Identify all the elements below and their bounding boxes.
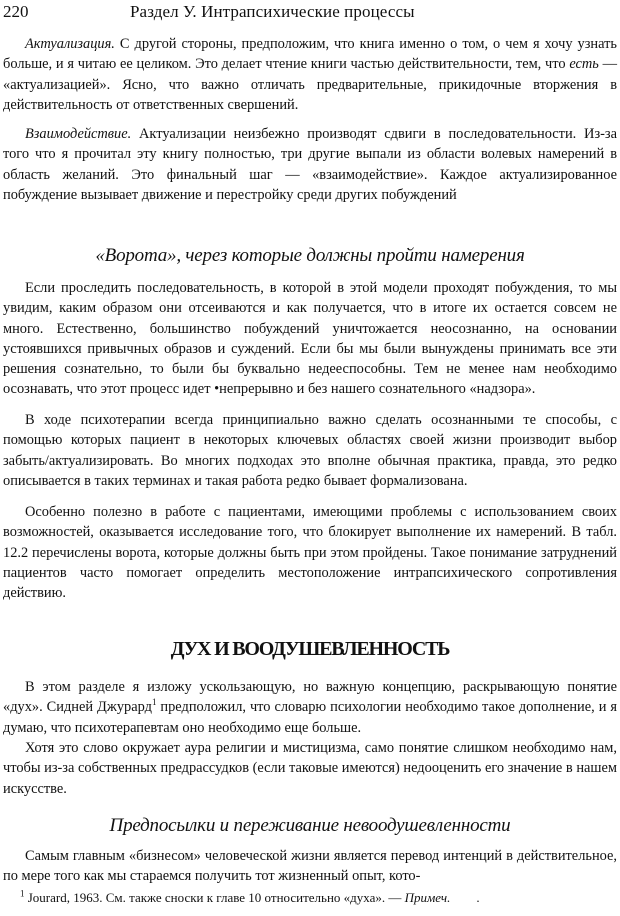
footnote-tail: .	[450, 890, 480, 905]
paragraph-patients: Особенно полезно в работе с пациентами, имеющими проблемы с использованием своих возможностей, оказывается исследование того, что блокирует выполнение их намерений. В табл. 12.2 перечислены ворота, которые должны быть при этом пройдены. Такое понимание затруднений пациентов часто помогает определить местоположение интрапсихического сопротивления действию.	[3, 504, 617, 602]
paragraph-text: предположил, что словарю психологии необходимо такое дополнение, и я думаю, что психотерапевтам оно необходимо еще больше.	[3, 699, 618, 736]
paragraph-business: Самым главным «бизнесом» человеческой жизни является перевод интенций в действительное, по мере того как мы стараемся получить тот жизненный опыт, кото-	[3, 848, 617, 885]
running-header	[3, 2, 612, 26]
subheading-preconditions: Предпосылки и переживание невоодушевленности	[109, 815, 511, 836]
paragraph-text: В этом разделе я изложу ускользающую, но важную концепцию, раскрывающую понятие «дух». Сидней Джурард	[3, 679, 617, 716]
footnote	[20, 890, 480, 906]
paragraph-spirit-concept	[3, 677, 617, 738]
footnote-mark: 1	[20, 888, 25, 899]
emphasis-is: есть	[569, 56, 599, 73]
subheading-gates: «Ворота», через которые должны пройти намерения	[95, 245, 525, 266]
paragraph-sequence: Если проследить последовательность, в которой в этой модели проходят побуждения, то мы увидим, каким образом они отсеиваются и как получается, что в итоге их остается совсем не много. Естественно, большинство побуждений уничтожается неосознанно, на основании устоявшихся привычных образов и суждений. Если бы мы были вынуждены принимать все эти решения сознательно, то были бы буквально недееспособны. Тем не менее нам необходимо осознавать, что этот процесс идет •непрерывно и без нашего сознательного «надзора».	[3, 280, 617, 398]
paragraph-text: — «актуализацией». Ясно, что важно отличать предварительные, прикидочные вторжения в действительность от ответственных свершений.	[3, 56, 617, 113]
footnote-note: Примеч.	[404, 890, 451, 905]
page-number: 220	[3, 2, 29, 21]
footnote-reference[interactable]: 1	[151, 697, 157, 708]
paragraph-actualization	[3, 34, 617, 115]
paragraph-psychotherapy: В ходе психотерапии всегда принципиально важно сделать осознанными те способы, с помощью которых пациент в некоторых ключевых областях своей жизни производит выбор забыть/актуализировать. Во многих подходах это вполне обычная практика, правда, это редко описывается в таких терминах и такая работа редко бывает формализована.	[3, 412, 617, 489]
paragraph-text: Актуализации неизбежно производят сдвиги в последовательности. Из-за того что я прочитал эту книгу полностью, три другие выпали из области волевых намерений в область желаний. Это финальный шаг — «взаимодействие». Каждое актуализированное побуждение вызывает движение и перестройку среди других побуждений	[3, 126, 617, 203]
paragraph-text: С другой стороны, предположим, что книга именно о том, о чем я хочу узнать больше, и я читаю ее целиком. Это делает чтение книги частью действительности, тем, что	[3, 36, 617, 73]
term-actualization: Актуализация.	[25, 36, 115, 52]
running-title: Раздел У. Интрапсихические процессы	[130, 2, 415, 21]
paragraph-interaction	[3, 124, 617, 205]
paragraph-religion: Хотя это слово окружает аура религии и мистицизма, само понятие слишком необходимо нам, чтобы из-за собственных предрассудков (если таковые имеются) недооценить его значение в нашем искусстве.	[3, 740, 617, 797]
term-interaction: Взаимодействие.	[25, 126, 132, 142]
section-heading: ДУХ И ВООДУШЕВЛЕННОСТЬ	[170, 638, 450, 660]
footnote-text: Jourard, 1963. См. также сноски к главе 10 относительно «духа». —	[24, 890, 405, 905]
